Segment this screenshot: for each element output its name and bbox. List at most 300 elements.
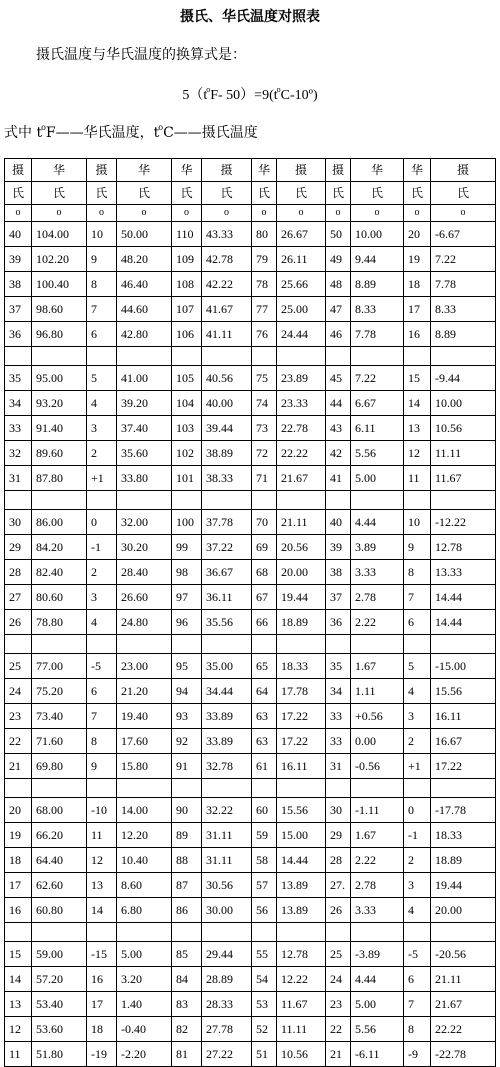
table-cell: -19 bbox=[87, 1042, 117, 1067]
table-cell: 7.78 bbox=[431, 272, 496, 297]
table-cell: 93 bbox=[172, 704, 202, 729]
table-cell: 22 bbox=[5, 729, 32, 754]
header-row-top bbox=[5, 159, 496, 182]
table-row bbox=[5, 441, 496, 466]
table-cell: 11 bbox=[87, 823, 117, 848]
table-cell: 12.78 bbox=[277, 942, 326, 967]
table-cell: 2.22 bbox=[351, 610, 404, 635]
table-cell: 73.40 bbox=[32, 704, 87, 729]
table-cell: 69 bbox=[252, 535, 277, 560]
header-cell: 摄 bbox=[431, 159, 496, 182]
table-row bbox=[5, 610, 496, 635]
table-cell: 30 bbox=[326, 798, 351, 823]
table-row bbox=[5, 416, 496, 441]
table-cell: 12 bbox=[404, 441, 431, 466]
table-cell: 40 bbox=[326, 510, 351, 535]
table-cell: 32 bbox=[5, 441, 32, 466]
spacer-cell bbox=[252, 635, 277, 654]
spacer-cell bbox=[117, 635, 172, 654]
formula-part-3: C-10º) bbox=[280, 88, 318, 103]
table-cell: 50.00 bbox=[117, 222, 172, 247]
table-cell: 3.33 bbox=[351, 898, 404, 923]
table-cell: 95.00 bbox=[32, 366, 87, 391]
table-cell: 39 bbox=[326, 535, 351, 560]
table-cell: 23 bbox=[5, 704, 32, 729]
spacer-cell bbox=[277, 347, 326, 366]
table-cell: 2.78 bbox=[351, 873, 404, 898]
spacer-cell bbox=[404, 635, 431, 654]
table-cell: 29 bbox=[5, 535, 32, 560]
table-cell: -10 bbox=[87, 798, 117, 823]
table-cell: 54 bbox=[252, 967, 277, 992]
table-row bbox=[5, 466, 496, 491]
table-cell: 24 bbox=[5, 679, 32, 704]
table-cell: 41.11 bbox=[202, 322, 252, 347]
table-cell: 51 bbox=[252, 1042, 277, 1067]
table-cell: 10.00 bbox=[351, 222, 404, 247]
degree-mark: o bbox=[41, 123, 46, 132]
spacer-cell bbox=[202, 635, 252, 654]
table-cell: 103 bbox=[172, 416, 202, 441]
table-cell: 10.00 bbox=[431, 391, 496, 416]
table-row bbox=[5, 754, 496, 779]
formula-part-2: F- 50）=9(t bbox=[210, 88, 278, 103]
spacer-cell bbox=[32, 779, 87, 798]
unit-cell: o bbox=[172, 205, 202, 222]
table-cell: 38.89 bbox=[202, 441, 252, 466]
spacer-cell bbox=[351, 923, 404, 942]
table-cell: 28.33 bbox=[202, 992, 252, 1017]
degree-mark: o bbox=[276, 85, 281, 94]
table-cell: 33.89 bbox=[202, 729, 252, 754]
spacer-cell bbox=[431, 347, 496, 366]
table-cell: 33.89 bbox=[202, 704, 252, 729]
table-cell: 74 bbox=[252, 391, 277, 416]
table-cell: 76 bbox=[252, 322, 277, 347]
table-cell: 52 bbox=[252, 1017, 277, 1042]
table-cell: 32.78 bbox=[202, 754, 252, 779]
table-cell: 22 bbox=[326, 1017, 351, 1042]
table-cell: 5.56 bbox=[351, 1017, 404, 1042]
table-cell: -15.00 bbox=[431, 654, 496, 679]
table-cell: 42.78 bbox=[202, 247, 252, 272]
spacer-cell bbox=[32, 491, 87, 510]
table-cell: 26.11 bbox=[277, 247, 326, 272]
spacer-cell bbox=[252, 491, 277, 510]
spacer-cell bbox=[277, 779, 326, 798]
legend-part-3: C——摄氏温度 bbox=[163, 125, 258, 141]
table-cell: 60 bbox=[252, 798, 277, 823]
table-cell: 17 bbox=[87, 992, 117, 1017]
table-cell: 17.22 bbox=[277, 704, 326, 729]
table-cell: 102 bbox=[172, 441, 202, 466]
table-cell: +0.56 bbox=[351, 704, 404, 729]
table-cell: 44.60 bbox=[117, 297, 172, 322]
header-cell: 氏 bbox=[172, 182, 202, 205]
table-cell: 26.67 bbox=[277, 222, 326, 247]
table-cell: 96.80 bbox=[32, 322, 87, 347]
table-row bbox=[5, 366, 496, 391]
table-cell: 7 bbox=[87, 297, 117, 322]
table-cell: 98.60 bbox=[32, 297, 87, 322]
table-row bbox=[5, 798, 496, 823]
header-cell: 氏 bbox=[326, 182, 351, 205]
table-cell: 18.89 bbox=[431, 848, 496, 873]
table-cell: 49 bbox=[326, 247, 351, 272]
table-cell: 61 bbox=[252, 754, 277, 779]
header-cell: 氏 bbox=[32, 182, 87, 205]
table-cell: 20.56 bbox=[277, 535, 326, 560]
table-cell: 57 bbox=[252, 873, 277, 898]
unit-cell: o bbox=[202, 205, 252, 222]
table-cell: 13 bbox=[5, 992, 32, 1017]
table-row bbox=[5, 704, 496, 729]
table-row bbox=[5, 560, 496, 585]
table-cell: 14.44 bbox=[277, 848, 326, 873]
table-cell: 87 bbox=[172, 873, 202, 898]
table-cell: 15 bbox=[404, 366, 431, 391]
legend-part-2: F——华氏温度，t bbox=[45, 125, 160, 141]
table-cell: 9 bbox=[87, 754, 117, 779]
table-cell: 77.00 bbox=[32, 654, 87, 679]
table-cell: 6.11 bbox=[351, 416, 404, 441]
table-cell: -9.44 bbox=[431, 366, 496, 391]
table-cell: 17.22 bbox=[277, 729, 326, 754]
table-cell: 14 bbox=[87, 898, 117, 923]
table-cell: 18.33 bbox=[277, 654, 326, 679]
table-cell: 73 bbox=[252, 416, 277, 441]
header-cell: 氏 bbox=[117, 182, 172, 205]
table-cell: -2.20 bbox=[117, 1042, 172, 1067]
table-cell: 23.89 bbox=[277, 366, 326, 391]
table-cell: 35.56 bbox=[202, 610, 252, 635]
table-row bbox=[5, 222, 496, 247]
table-cell: 37.78 bbox=[202, 510, 252, 535]
spacer-cell bbox=[326, 635, 351, 654]
table-cell: 5 bbox=[87, 366, 117, 391]
table-cell: 12.78 bbox=[431, 535, 496, 560]
table-cell: 14 bbox=[5, 967, 32, 992]
table-cell: 31 bbox=[5, 466, 32, 491]
spacer-cell bbox=[252, 779, 277, 798]
table-cell: 90 bbox=[172, 798, 202, 823]
table-cell: 8.89 bbox=[431, 322, 496, 347]
spacer-cell bbox=[87, 491, 117, 510]
spacer-row bbox=[5, 635, 496, 654]
table-cell: 109 bbox=[172, 247, 202, 272]
table-cell: 26 bbox=[5, 610, 32, 635]
table-cell: 23 bbox=[326, 992, 351, 1017]
table-cell: 19.44 bbox=[277, 585, 326, 610]
table-cell: 39.20 bbox=[117, 391, 172, 416]
table-cell: 32.00 bbox=[117, 510, 172, 535]
table-cell: 6 bbox=[404, 610, 431, 635]
table-cell: 3 bbox=[87, 585, 117, 610]
table-body bbox=[5, 159, 496, 1067]
table-cell: 21.11 bbox=[277, 510, 326, 535]
table-cell: 22.22 bbox=[277, 441, 326, 466]
spacer-cell bbox=[87, 347, 117, 366]
table-cell: 37 bbox=[326, 585, 351, 610]
table-cell: 16.11 bbox=[431, 704, 496, 729]
table-cell: 24.80 bbox=[117, 610, 172, 635]
table-cell: 43.33 bbox=[202, 222, 252, 247]
spacer-cell bbox=[277, 635, 326, 654]
table-cell: +1 bbox=[87, 466, 117, 491]
table-cell: 94 bbox=[172, 679, 202, 704]
table-cell: 8 bbox=[404, 1017, 431, 1042]
table-cell: -9 bbox=[404, 1042, 431, 1067]
table-cell: 7 bbox=[87, 704, 117, 729]
spacer-cell bbox=[431, 779, 496, 798]
table-cell: 83 bbox=[172, 992, 202, 1017]
spacer-cell bbox=[404, 491, 431, 510]
table-cell: 24 bbox=[326, 967, 351, 992]
table-cell: 1.40 bbox=[117, 992, 172, 1017]
page-title: 摄氏、华氏温度对照表 bbox=[180, 9, 320, 25]
table-cell: 36 bbox=[326, 610, 351, 635]
table-cell: 3.33 bbox=[351, 560, 404, 585]
table-cell: 42.22 bbox=[202, 272, 252, 297]
spacer-cell bbox=[431, 635, 496, 654]
table-cell: -0.40 bbox=[117, 1017, 172, 1042]
table-cell: 16.11 bbox=[277, 754, 326, 779]
table-cell: 19.40 bbox=[117, 704, 172, 729]
conversion-formula bbox=[0, 84, 500, 104]
table-cell: 7.22 bbox=[431, 247, 496, 272]
table-row bbox=[5, 247, 496, 272]
header-cell: 摄 bbox=[277, 159, 326, 182]
spacer-cell bbox=[351, 491, 404, 510]
table-cell: 78 bbox=[252, 272, 277, 297]
table-cell: 97 bbox=[172, 585, 202, 610]
table-cell: 84.20 bbox=[32, 535, 87, 560]
header-cell: 华 bbox=[351, 159, 404, 182]
table-cell: 92 bbox=[172, 729, 202, 754]
table-cell: 31 bbox=[326, 754, 351, 779]
table-cell: 33 bbox=[5, 416, 32, 441]
table-cell: 4.44 bbox=[351, 967, 404, 992]
table-cell: 5.00 bbox=[351, 466, 404, 491]
table-cell: -20.56 bbox=[431, 942, 496, 967]
table-cell: 24.44 bbox=[277, 322, 326, 347]
table-cell: 15.56 bbox=[277, 798, 326, 823]
spacer-cell bbox=[5, 635, 32, 654]
table-cell: 13 bbox=[404, 416, 431, 441]
table-cell: 7 bbox=[404, 992, 431, 1017]
table-cell: 84 bbox=[172, 967, 202, 992]
table-cell: 36.11 bbox=[202, 585, 252, 610]
table-cell: 11.67 bbox=[277, 992, 326, 1017]
header-cell: 摄 bbox=[326, 159, 351, 182]
table-cell: 21.20 bbox=[117, 679, 172, 704]
header-cell: 氏 bbox=[202, 182, 252, 205]
spacer-cell bbox=[172, 923, 202, 942]
table-cell: -6.11 bbox=[351, 1042, 404, 1067]
table-cell: 9 bbox=[87, 247, 117, 272]
table-cell: 33.80 bbox=[117, 466, 172, 491]
header-cell: 华 bbox=[117, 159, 172, 182]
table-cell: 82.40 bbox=[32, 560, 87, 585]
table-cell: 8 bbox=[87, 729, 117, 754]
table-cell: 71.60 bbox=[32, 729, 87, 754]
table-cell: 9.44 bbox=[351, 247, 404, 272]
table-cell: 96 bbox=[172, 610, 202, 635]
table-cell: 10 bbox=[87, 222, 117, 247]
table-cell: 39 bbox=[5, 247, 32, 272]
table-cell: 41.67 bbox=[202, 297, 252, 322]
table-cell: 31.11 bbox=[202, 848, 252, 873]
table-cell: 2 bbox=[404, 729, 431, 754]
unit-row bbox=[5, 205, 496, 222]
table-cell: -22.78 bbox=[431, 1042, 496, 1067]
table-cell: 38.33 bbox=[202, 466, 252, 491]
table-row bbox=[5, 297, 496, 322]
table-cell: 57.20 bbox=[32, 967, 87, 992]
table-cell: 66.20 bbox=[32, 823, 87, 848]
table-cell: 93.20 bbox=[32, 391, 87, 416]
table-cell: 4.44 bbox=[351, 510, 404, 535]
table-cell: 81 bbox=[172, 1042, 202, 1067]
table-cell: 41 bbox=[326, 466, 351, 491]
table-cell: 68 bbox=[252, 560, 277, 585]
spacer-cell bbox=[202, 779, 252, 798]
table-cell: 28.40 bbox=[117, 560, 172, 585]
table-cell: 4 bbox=[404, 898, 431, 923]
table-row bbox=[5, 942, 496, 967]
table-cell: 42.80 bbox=[117, 322, 172, 347]
table-row bbox=[5, 967, 496, 992]
table-cell: 7.78 bbox=[351, 322, 404, 347]
table-cell: 68.00 bbox=[32, 798, 87, 823]
table-cell: 59 bbox=[252, 823, 277, 848]
table-cell: 53.40 bbox=[32, 992, 87, 1017]
table-cell: 3.20 bbox=[117, 967, 172, 992]
table-cell: 33 bbox=[326, 729, 351, 754]
table-cell: 10 bbox=[404, 510, 431, 535]
table-cell: 106 bbox=[172, 322, 202, 347]
table-cell: 69.80 bbox=[32, 754, 87, 779]
table-cell: 48.20 bbox=[117, 247, 172, 272]
spacer-cell bbox=[32, 347, 87, 366]
table-cell: 8.33 bbox=[351, 297, 404, 322]
table-cell: 107 bbox=[172, 297, 202, 322]
table-row bbox=[5, 1042, 496, 1067]
header-cell: 氏 bbox=[431, 182, 496, 205]
table-cell: 64 bbox=[252, 679, 277, 704]
table-cell: 10.40 bbox=[117, 848, 172, 873]
table-cell: 66 bbox=[252, 610, 277, 635]
header-cell: 氏 bbox=[351, 182, 404, 205]
table-cell: 46 bbox=[326, 322, 351, 347]
header-cell: 华 bbox=[404, 159, 431, 182]
table-row bbox=[5, 679, 496, 704]
table-cell: 12 bbox=[5, 1017, 32, 1042]
table-cell: 79 bbox=[252, 247, 277, 272]
table-cell: 31.11 bbox=[202, 823, 252, 848]
table-cell: 16 bbox=[5, 898, 32, 923]
table-cell: 20.00 bbox=[277, 560, 326, 585]
table-cell: 38 bbox=[5, 272, 32, 297]
table-cell: 6.67 bbox=[351, 391, 404, 416]
table-cell: 3 bbox=[404, 873, 431, 898]
spacer-cell bbox=[431, 491, 496, 510]
spacer-cell bbox=[117, 347, 172, 366]
table-cell: 27. bbox=[326, 873, 351, 898]
table-cell: 19.44 bbox=[431, 873, 496, 898]
table-cell: 60.80 bbox=[32, 898, 87, 923]
table-cell: 53 bbox=[252, 992, 277, 1017]
unit-cell: o bbox=[277, 205, 326, 222]
spacer-row bbox=[5, 491, 496, 510]
table-cell: 87.80 bbox=[32, 466, 87, 491]
spacer-cell bbox=[277, 491, 326, 510]
spacer-row bbox=[5, 779, 496, 798]
spacer-cell bbox=[326, 491, 351, 510]
table-row bbox=[5, 848, 496, 873]
table-cell: 82 bbox=[172, 1017, 202, 1042]
unit-cell: o bbox=[32, 205, 87, 222]
table-cell: 63 bbox=[252, 729, 277, 754]
table-cell: 100 bbox=[172, 510, 202, 535]
table-cell: -12.22 bbox=[431, 510, 496, 535]
table-cell: 98 bbox=[172, 560, 202, 585]
spacer-cell bbox=[202, 491, 252, 510]
table-cell: 8 bbox=[87, 272, 117, 297]
table-cell: 77 bbox=[252, 297, 277, 322]
table-cell: 50 bbox=[326, 222, 351, 247]
table-cell: 25 bbox=[326, 942, 351, 967]
spacer-cell bbox=[404, 923, 431, 942]
table-cell: 16 bbox=[404, 322, 431, 347]
table-cell: 56 bbox=[252, 898, 277, 923]
table-cell: 15.00 bbox=[277, 823, 326, 848]
table-row bbox=[5, 898, 496, 923]
table-cell: 45 bbox=[326, 366, 351, 391]
table-cell: 20 bbox=[5, 798, 32, 823]
table-cell: 59.00 bbox=[32, 942, 87, 967]
table-cell: 85 bbox=[172, 942, 202, 967]
table-cell: 12.20 bbox=[117, 823, 172, 848]
table-cell: 22.22 bbox=[431, 1017, 496, 1042]
table-cell: 8.89 bbox=[351, 272, 404, 297]
unit-cell: o bbox=[404, 205, 431, 222]
table-cell: 21 bbox=[5, 754, 32, 779]
table-cell: 22.78 bbox=[277, 416, 326, 441]
table-cell: 2 bbox=[87, 441, 117, 466]
table-cell: 11 bbox=[404, 466, 431, 491]
table-cell: 40 bbox=[5, 222, 32, 247]
legend-part-1: 式中 t bbox=[4, 125, 43, 141]
table-cell: -1.11 bbox=[351, 798, 404, 823]
table-cell: 5.00 bbox=[117, 942, 172, 967]
table-cell: 14 bbox=[404, 391, 431, 416]
table-cell: 11 bbox=[5, 1042, 32, 1067]
spacer-cell bbox=[32, 923, 87, 942]
table-cell: 0 bbox=[87, 510, 117, 535]
table-cell: 101 bbox=[172, 466, 202, 491]
header-cell: 摄 bbox=[87, 159, 117, 182]
table-cell: 8.33 bbox=[431, 297, 496, 322]
table-cell: 18 bbox=[5, 848, 32, 873]
table-cell: 20 bbox=[404, 222, 431, 247]
table-cell: 110 bbox=[172, 222, 202, 247]
table-cell: -5 bbox=[87, 654, 117, 679]
header-cell: 摄 bbox=[202, 159, 252, 182]
table-cell: 0 bbox=[404, 798, 431, 823]
table-cell: -5 bbox=[404, 942, 431, 967]
table-cell: 16.67 bbox=[431, 729, 496, 754]
